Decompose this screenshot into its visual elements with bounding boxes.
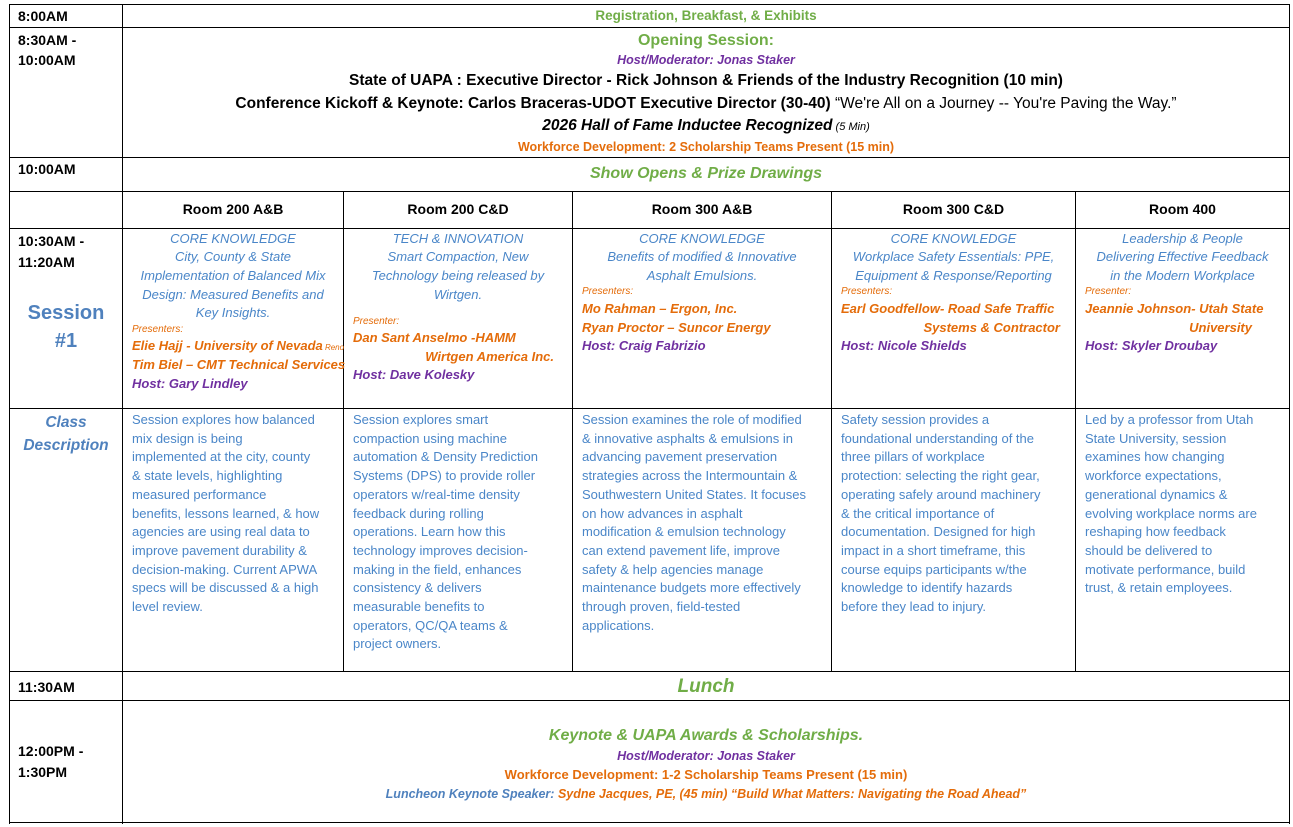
session-track: TECH & INNOVATION [392,231,524,246]
grid-line [9,27,1290,28]
description-line: maintenance budgets more effectively [582,580,801,596]
description-line: advancing pavement preservation [582,449,778,465]
grid-line [9,4,1290,5]
grid-line [9,191,1290,192]
description-line: three pillars of workplace [841,449,985,465]
description-line: operators w/real-time density [353,486,520,502]
time-label: 11:20AM [18,254,75,270]
description-line: course equips participants w/the [841,561,1027,577]
description-line: & innovative asphalts & emulsions in [582,430,794,446]
session-title: Key Insights. [195,305,271,320]
description-line: reshaping how feedback [1085,524,1226,540]
session-title: Wirtgen. [433,287,483,302]
description-line: impact in a short timeframe, this [841,542,1026,558]
description-line: operators, QC/QA teams & [353,617,508,633]
description-line: workforce expectations, [1085,468,1222,484]
presenter-company: Wirtgen America Inc. [425,349,554,364]
description-line: making in the field, enhances [353,561,522,577]
keynote-title: Keynote & UAPA Awards & Scholarships. [548,727,864,744]
session-track: CORE KNOWLEDGE [170,231,296,246]
keynote-speaker-line [123,785,1289,803]
speaker-label: Luncheon Keynote Speaker: [385,787,555,801]
description-line: & the critical importance of [841,505,995,521]
lunch-title: Lunch [677,676,735,697]
description-line: consistency & delivers [353,580,482,596]
description-line: specs will be discussed & a high [132,580,319,596]
presenter-name: Elie Hajj - University of Nevada [132,338,323,353]
description-line: level review. [132,599,203,615]
registration-title: Registration, Breakfast, & Exhibits [595,8,817,23]
description-line: Session examines the role of modified [582,412,802,427]
session-title: Smart Compaction, New [387,249,529,264]
description-line: generational dynamics & [1085,486,1228,502]
presenter-company: University [1189,320,1252,335]
time-label: 11:30AM [18,679,75,695]
description-line: & state levels, highlighting [132,468,283,484]
session-host: Host: Dave Kolesky [353,367,475,382]
description-line: motivate performance, build [1085,561,1246,577]
description-line: mix design is being [132,430,243,446]
opening-line-1: State of UAPA : Executive Director - Rick Johnson & Friends of the Industry Recognition (10 min) [349,72,1063,89]
description-line: on how advances in asphalt [582,505,743,521]
keynote-title: Conference Kickoff & Keynote: Carlos Braceras-UDOT Executive Director (30-40) [235,95,831,112]
grid-line [9,408,1290,409]
presenter: Dan Sant Anselmo -HAMM [353,330,516,345]
description-line: Led by a professor from Utah [1085,412,1254,427]
room-header: Room 400 [1149,201,1216,217]
description-line: measured performance [132,486,267,502]
class-description [353,411,538,654]
description-line: Safety session provides a [841,412,990,427]
presenter [132,337,344,357]
description-line: decision-making. Current APWA [132,561,318,577]
presenters-label: Presenter: [1085,286,1132,297]
session-title: Workplace Safety Essentials: PPE, [852,249,1055,264]
session-label: Session [27,302,105,324]
presenter: Tim Biel – CMT Technical Services [132,357,346,372]
grid-line [9,228,1290,229]
session-title: Technology being released by [371,268,545,283]
opening-line-3 [123,117,1289,136]
presenter: Mo Rahman – Ergon, Inc. [582,301,738,316]
description-line: examines how changing [1085,449,1225,465]
keynote-workforce: Workforce Development: 1-2 Scholarship Teams Present (15 min) [504,767,908,782]
session-title: Delivering Effective Feedback [1096,249,1269,264]
opening-host: Host/Moderator: Jonas Staker [617,53,795,67]
grid-line [9,671,1290,672]
description-line: State University, session [1085,430,1227,446]
description-line: feedback during rolling [353,505,484,521]
description-line: technology improves decision- [353,542,528,558]
description-line: Systems (DPS) to provide roller [353,468,536,484]
description-line: measurable benefits to [353,599,485,615]
opening-session-heading: Opening Session: [637,32,774,49]
class-description [582,411,806,635]
keynote-quote: “We're All on a Journey -- You're Paving the Way.” [830,95,1177,112]
time-label: 10:00AM [18,52,76,68]
keynote-host: Host/Moderator: Jonas Staker [617,749,795,763]
description-line: agencies are using real data to [132,524,310,540]
grid-line [9,822,1290,823]
class-description [841,411,1040,617]
room-header: Room 200 C&D [407,201,509,217]
session-title: Benefits of modified & Innovative [607,249,797,264]
description-line: modification & emulsion technology [582,524,786,540]
session-title: Equipment & Response/Reporting [855,268,1052,283]
description-line: can extend pavement life, improve [582,542,780,558]
description-line: protection: selecting the right gear, [841,468,1040,484]
description-line: Southwestern United States. It focuses [582,486,807,502]
presenters-label: Presenters: [582,286,634,297]
session-host: Host: Skyler Droubay [1085,338,1218,353]
session-host: Host: Nicole Shields [841,338,967,353]
presenter: Ryan Proctor – Suncor Energy [582,320,771,335]
show-opens-title: Show Opens & Prize Drawings [589,165,823,182]
workforce-development: Workforce Development: 2 Scholarship Teams Present (15 min) [517,140,895,154]
presenter: Earl Goodfellow- Road Safe Traffic [841,301,1055,316]
hall-of-fame-duration: (5 Min) [832,121,870,133]
session-track: Leadership & People [1122,231,1243,246]
description-line: through proven, field-tested [582,599,741,615]
session-title: Implementation of Balanced Mix [140,268,326,283]
grid-line [9,157,1290,158]
opening-line-2 [123,95,1289,113]
time-label: 12:00PM - [18,743,84,759]
description-line: compaction using machine [353,430,507,446]
session-host: Host: Craig Fabrizio [582,338,706,353]
grid-line [1289,4,1290,824]
description-line: trust, & retain employees. [1085,580,1233,596]
presenter-company: Systems & Contractor [923,320,1060,335]
session-track: CORE KNOWLEDGE [639,231,765,246]
presenters-label: Presenters: [841,286,893,297]
class-label: Description [23,437,109,454]
session-title: Asphalt Emulsions. [646,268,758,283]
class-description [132,411,319,617]
session-title: in the Modern Workplace [1110,268,1255,283]
description-line: improve pavement durability & [132,542,307,558]
description-line: before they lead to injury. [841,599,987,615]
description-line: applications. [582,617,655,633]
grid-line [9,700,1290,701]
session-number: #1 [54,330,78,352]
class-description [1085,411,1257,598]
session-track: CORE KNOWLEDGE [890,231,1017,246]
presenters-label: Presenters: [132,324,184,335]
description-line: operating safely around machinery [841,486,1041,502]
description-line: documentation. Designed for high [841,524,1036,540]
presenter: Jeannie Johnson- Utah State [1085,301,1264,316]
description-line: safety & help agencies manage [582,561,764,577]
description-line: should be delivered to [1085,542,1213,558]
time-label: 8:00AM [18,8,68,24]
time-label: 10:00AM [18,161,76,177]
speaker-name: Sydne Jacques, PE, (45 min) “Build What Matters: Navigating the Road Ahead” [554,787,1027,801]
description-line: Session explores how balanced [132,412,315,427]
description-line: benefits, lessons learned, & how [132,505,320,521]
presenter-suffix: Reno [322,343,345,352]
time-label: 1:30PM [18,764,68,780]
room-header: Room 300 A&B [651,201,753,217]
description-line: project owners. [353,636,442,652]
hall-of-fame: 2026 Hall of Fame Inductee Recognized [542,117,833,134]
room-header: Room 200 A&B [182,201,284,217]
description-line: operations. Learn how this [353,524,506,540]
time-label: 10:30AM - [18,233,85,249]
session-host: Host: Gary Lindley [132,376,248,391]
description-line: Session explores smart [353,412,489,427]
description-line: knowledge to identify hazards [841,580,1013,596]
class-label: Class [45,414,87,431]
presenters-label: Presenter: [353,316,400,327]
time-label: 8:30AM - [18,32,77,48]
description-line: automation & Density Prediction [353,449,538,465]
session-title: Design: Measured Benefits and [142,287,324,302]
room-header: Room 300 C&D [902,201,1005,217]
description-line: foundational understanding of the [841,430,1034,446]
description-line: implemented at the city, county [132,449,311,465]
description-line: strategies across the Intermountain & [582,468,798,484]
session-title: City, County & State [174,249,292,264]
description-line: evolving workplace norms are [1085,505,1257,521]
